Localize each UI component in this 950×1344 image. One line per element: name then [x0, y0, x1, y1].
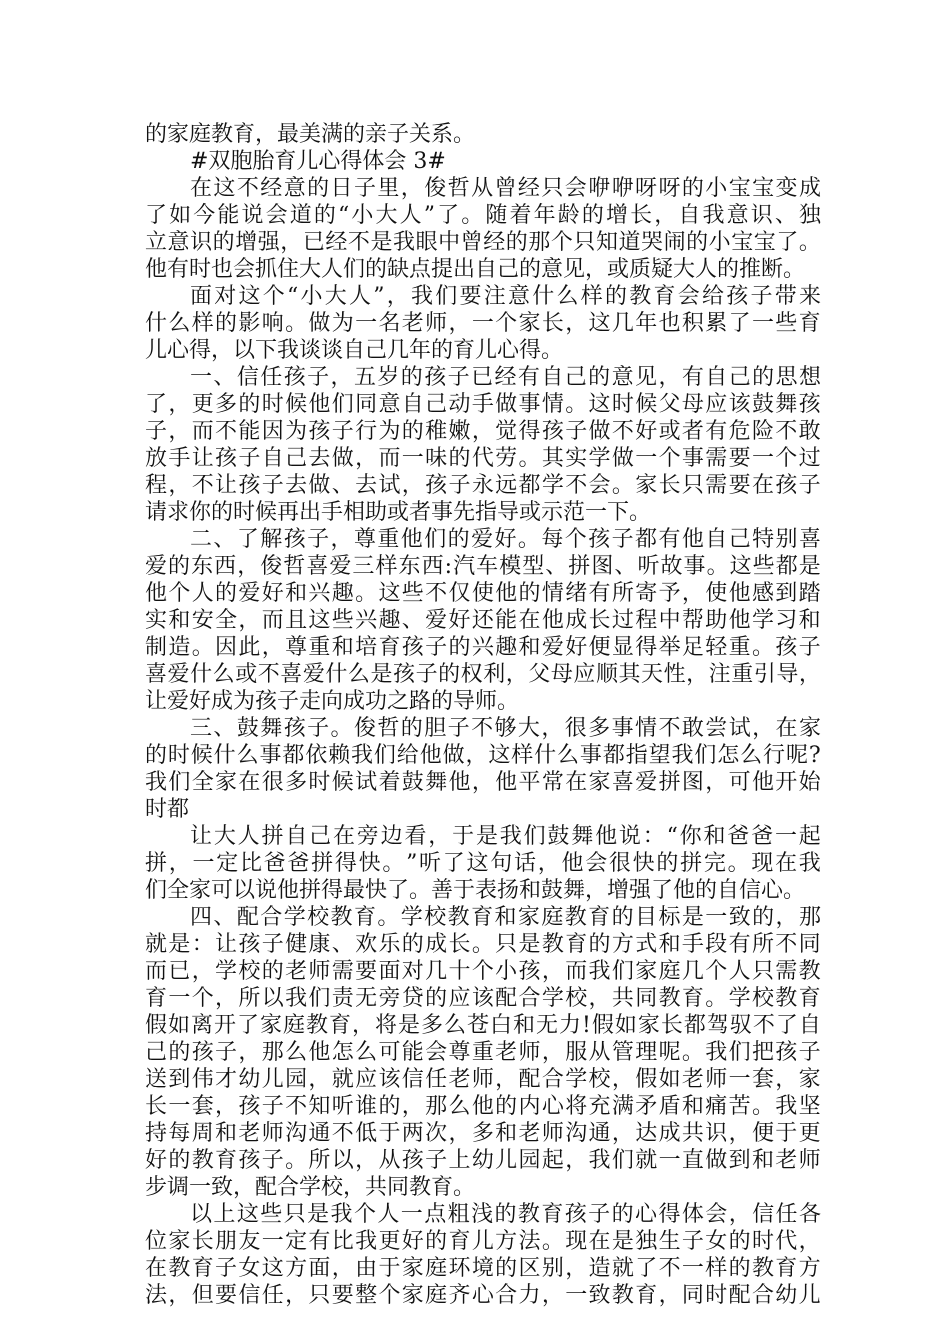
text-line: 我 们 全 家 在 很 多 时 候 试 着 鼓 舞 他 ， 他 平 常 在 家 喜 爱 拼 图 ， 可 他 开 始	[145, 770, 821, 795]
text-line: 们全家可以说他拼得最快了。善于表扬和鼓舞，增强了他的自信心。	[145, 878, 806, 903]
text-line: 育 一 个 ， 所 以 我 们 责 无 旁 贷 的 应 该 配 合 学 校 ， 共 同 教 育 。 学 校 教 育	[145, 986, 821, 1011]
text-line: 以 上 这 些 只 是 我 个 人 一 点 粗 浅 的 教 育 孩 子 的 心 得 体 会 ， 信 任 各	[190, 1202, 821, 1227]
text-line: 儿心得，以下我谈谈自己几年的育儿心得。	[145, 338, 564, 363]
text-line: 位 家 长 朋 友 一 定 有 比 我 更 好 的 育 儿 方 法 。 现 在 是 独 生 子 女 的 时 代 ，	[145, 1229, 821, 1254]
text-line: 程 ， 不 让 孩 子 去 做 、 去 试 ， 孩 子 永 远 都 学 不 会 。 家 长 只 需 要 在 孩 子	[145, 473, 821, 498]
text-line: 时都	[145, 797, 190, 822]
text-line: 法 ， 但 要 信 任 ， 只 要 整 个 家 庭 齐 心 合 力 ， 一 致 教 育 ， 同 时 配 合 幼 儿	[145, 1283, 821, 1308]
text-line: 爱 的 东 西 ， 俊 哲 喜 爱 三 样 东 西 : 汽 车 模 型 、 拼 图 、 听 故 事 。 这 些 都 是	[145, 554, 821, 579]
text-line: 制 造 。 因 此 ， 尊 重 和 培 育 孩 子 的 兴 趣 和 爱 好 便 显 得 举 足 轻 重 。 孩 子	[145, 635, 821, 660]
text-line: 在 这 不 经 意 的 日 子 里 ， 俊 哲 从 曾 经 只 会 咿 咿 呀 呀 的 小 宝 宝 变 成	[190, 176, 821, 201]
text-line: 假 如 离 开 了 家 庭 教 育 ， 将 是 多 么 苍 白 和 无 力 ! 假 如 家 长 都 驾 驭 不 了 自	[145, 1013, 821, 1038]
text-line: 了 如 今 能 说 会 道 的 “ 小 大 人 ” 了 。 随 着 年 龄 的 增 长 ， 自 我 意 识 、 独	[145, 203, 821, 228]
text-line: 他 个 人 的 爱 好 和 兴 趣 。 这 些 不 仅 使 他 的 情 绪 有 所 寄 予 ， 使 他 感 到 踏	[145, 581, 821, 606]
text-line: 请求你的时候再出手相助或者事先指导或示范一下。	[145, 500, 652, 525]
text-line: 而 已 ， 学 校 的 老 师 需 要 面 对 几 十 个 小 孩 ， 而 我 们 家 庭 几 个 人 只 需 教	[145, 959, 821, 984]
text-line: 己 的 孩 子 ， 那 么 他 怎 么 可 能 会 尊 重 老 师 ， 服 从 管 理 呢 。 我 们 把 孩 子	[145, 1040, 821, 1065]
text-line: 面 对 这 个 “ 小 大 人 ” ， 我 们 要 注 意 什 么 样 的 教 育 会 给 孩 子 带 来	[190, 284, 821, 309]
text-line: 一 、 信 任 孩 子 ， 五 岁 的 孩 子 已 经 有 自 己 的 意 见 ， 有 自 己 的 思 想	[190, 365, 821, 390]
text-line: 送 到 伟 才 幼 儿 园 ， 就 应 该 信 任 老 师 ， 配 合 学 校 ， 假 如 老 师 一 套 ， 家	[145, 1067, 821, 1092]
text-line: 拼 ， 一 定 比 爸 爸 拼 得 快 。 ” 听 了 这 句 话 ， 他 会 很 快 的 拼 完 。 现 在 我	[145, 851, 821, 876]
text-line: 什 么 样 的 影 响 。 做 为 一 名 老 师 ， 一 个 家 长 ， 这 几 年 也 积 累 了 一 些 育	[145, 311, 821, 336]
document-body	[145, 121, 821, 1309]
text-line: 子 ， 而 不 能 因 为 孩 子 行 为 的 稚 嫩 ， 觉 得 孩 子 做 不 好 或 者 有 危 险 不 敢	[145, 419, 821, 444]
text-line: 四 、 配 合 学 校 教 育 。 学 校 教 育 和 家 庭 教 育 的 目 标 是 一 致 的 ， 那	[190, 905, 821, 930]
text-line: 实 和 安 全 ， 而 且 这 些 兴 趣 、 爱 好 还 能 在 他 成 长 过 程 中 帮 助 他 学 习 和	[145, 608, 821, 633]
text-line: 他有时也会抓住大人们的缺点提出自己的意见，或质疑大人的推断。	[145, 257, 806, 282]
text-line: 喜 爱 什 么 或 不 喜 爱 什 么 是 孩 子 的 权 利 ， 父 母 应 顺 其 天 性 ， 注 重 引 导 ，	[145, 662, 821, 687]
text-line: #双胞胎育儿心得体会 3#	[190, 149, 446, 174]
text-line: 三 、 鼓 舞 孩 子 。 俊 哲 的 胆 子 不 够 大 ， 很 多 事 情 不 敢 尝 试 ， 在 家	[190, 716, 821, 741]
text-line: 就 是 ： 让 孩 子 健 康 、 欢 乐 的 成 长 。 只 是 教 育 的 方 式 和 手 段 有 所 不 同	[145, 932, 821, 957]
text-line: 二 、 了 解 孩 子 ， 尊 重 他 们 的 爱 好 。 每 个 孩 子 都 有 他 自 己 特 别 喜	[190, 527, 821, 552]
text-line: 长 一 套 ， 孩 子 不 知 听 谁 的 ， 那 么 他 的 内 心 将 充 满 矛 盾 和 痛 苦 。 我 坚	[145, 1094, 821, 1119]
text-line: 好 的 教 育 孩 子 。 所 以 ， 从 孩 子 上 幼 儿 园 起 ， 我 们 就 一 直 做 到 和 老 师	[145, 1148, 821, 1173]
text-line: 持 每 周 和 老 师 沟 通 不 低 于 两 次 ， 多 和 老 师 沟 通 ， 达 成 共 识 ， 便 于 更	[145, 1121, 821, 1146]
text-line: 在 教 育 子 女 这 方 面 ， 由 于 家 庭 环 境 的 区 别 ， 造 就 了 不 一 样 的 教 育 方	[145, 1256, 821, 1281]
text-line: 放 手 让 孩 子 自 己 去 做 ， 而 一 味 的 代 劳 。 其 实 学 做 一 个 事 需 要 一 个 过	[145, 446, 821, 471]
text-line: 的家庭教育，最美满的亲子关系。	[145, 122, 476, 147]
text-line: 步调一致，配合学校，共同教育。	[145, 1175, 476, 1200]
text-line: 立 意 识 的 增 强 ， 已 经 不 是 我 眼 中 曾 经 的 那 个 只 知 道 哭 闹 的 小 宝 宝 了 。	[145, 230, 821, 255]
text-line: 让 大 人 拼 自 己 在 旁 边 看 ， 于 是 我 们 鼓 舞 他 说 ： “ 你 和 爸 爸 一 起	[190, 824, 821, 849]
text-line: 的 时 候 什 么 事 都 依 赖 我 们 给 他 做 ， 这 样 什 么 事 都 指 望 我 们 怎 么 行 呢 ?	[145, 743, 821, 768]
text-line: 了 ， 更 多 的 时 候 他 们 同 意 自 己 动 手 做 事 情 。 这 时 候 父 母 应 该 鼓 舞 孩	[145, 392, 821, 417]
text-line: 让爱好成为孩子走向成功之路的导师。	[145, 689, 520, 714]
